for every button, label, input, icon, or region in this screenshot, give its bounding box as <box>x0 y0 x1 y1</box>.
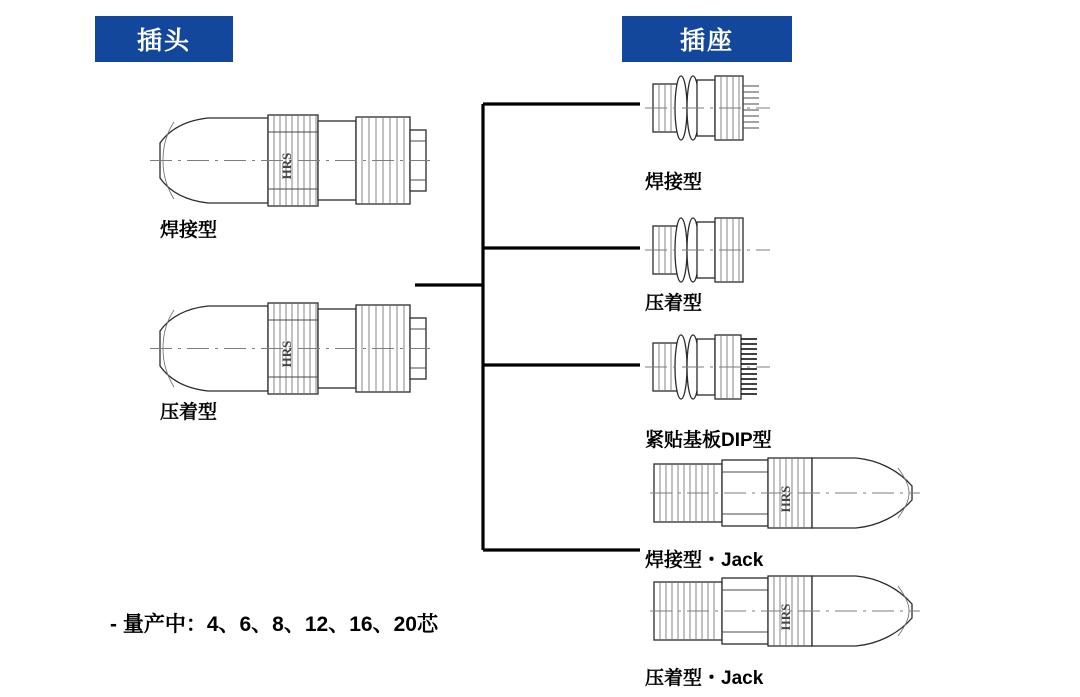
header-socket-label: 插座 <box>679 27 734 55</box>
header-plug-label: 插头 <box>136 27 191 55</box>
plug-label-solder: 焊接型 <box>160 220 218 241</box>
socket-brand-text: HRS <box>778 485 793 513</box>
socket-drawing-jack-crimp <box>650 570 920 652</box>
socket-label-jack-crimp: 压着型・Jack <box>645 668 764 689</box>
socket-brand-text: HRS <box>778 603 793 631</box>
plug-drawing-solder <box>150 108 430 223</box>
socket-label-jack-solder: 焊接型・Jack <box>645 550 764 571</box>
tree-connector <box>415 95 655 545</box>
socket-label-solder: 焊接型 <box>645 172 703 193</box>
plug-brand-text: HRS <box>279 340 294 368</box>
production-note: - 量产中：4、6、8、12、16、20芯 <box>110 613 438 636</box>
plug-label-crimp: 压着型 <box>160 402 218 423</box>
header-plug <box>95 16 233 62</box>
header-socket <box>622 16 792 62</box>
socket-drawing-jack-solder <box>650 452 920 534</box>
plug-brand-text: HRS <box>279 152 294 180</box>
socket-drawing-crimp <box>645 208 770 293</box>
socket-label-crimp: 压着型 <box>645 293 703 314</box>
plug-drawing-crimp <box>150 296 430 411</box>
socket-label-dip: 紧贴基板DIP型 <box>645 430 772 451</box>
socket-drawing-solder <box>645 66 770 151</box>
socket-drawing-dip <box>645 325 770 410</box>
